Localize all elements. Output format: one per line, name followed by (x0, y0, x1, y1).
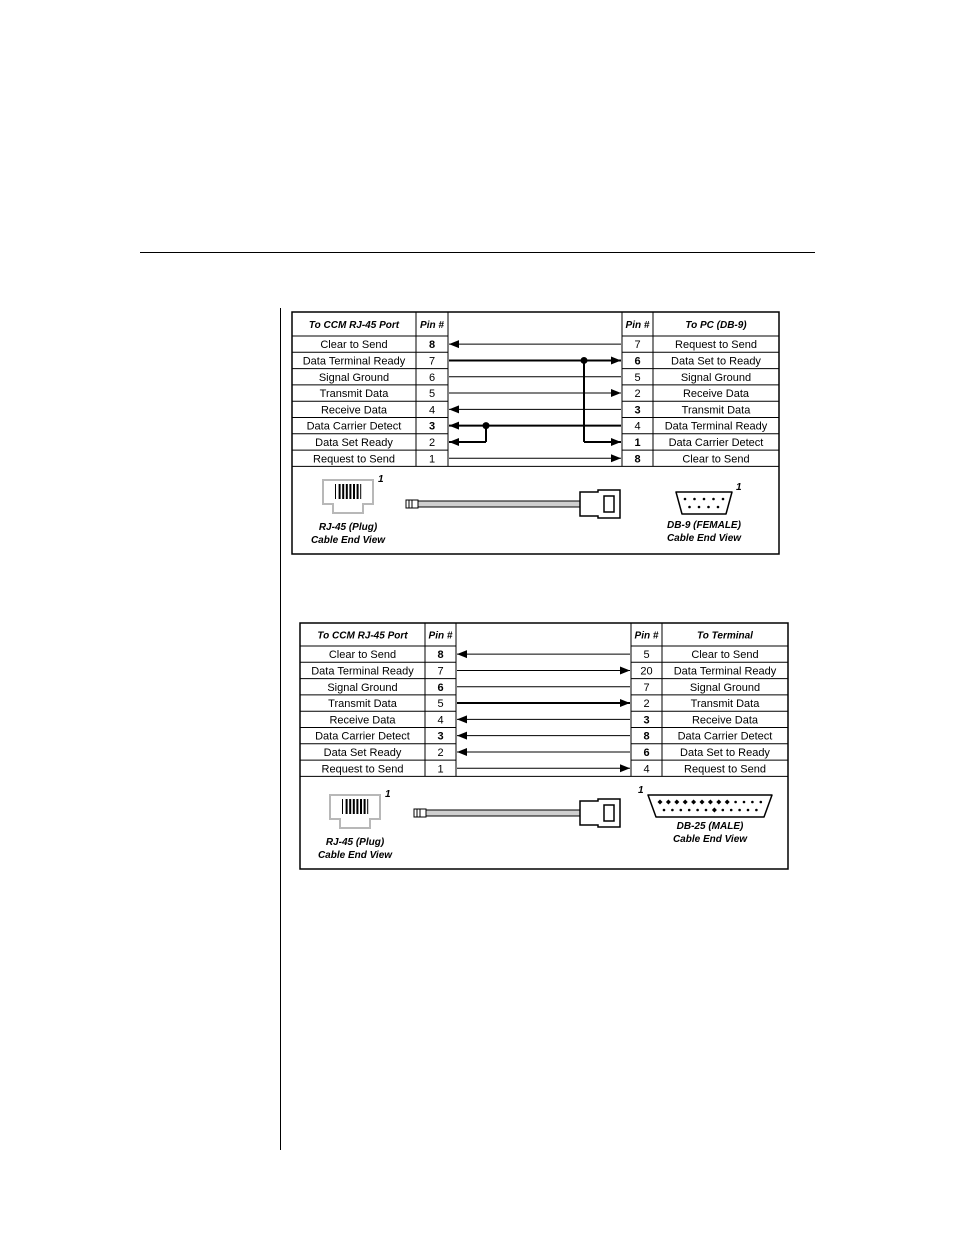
arrow-dcd (457, 732, 467, 740)
left-signal-label: Request to Send (313, 453, 395, 466)
left-pin-number: 2 (437, 746, 444, 759)
right-pin-number: 8 (634, 453, 641, 466)
right-pin-number: 5 (634, 371, 641, 384)
db9-view-label: Cable End View (666, 533, 742, 544)
right-pin-number: 6 (643, 746, 650, 759)
left-pin-number: 6 (428, 371, 436, 384)
left-signal-label: Data Set Ready (323, 746, 402, 759)
arrow-rxd (457, 715, 467, 723)
left-signal-label: Data Carrier Detect (315, 730, 410, 743)
left-signal-label: Data Terminal Ready (302, 355, 406, 368)
left-pin-number: 4 (437, 714, 444, 727)
right-signal-label: Data Carrier Detect (677, 730, 773, 743)
right-signal-label: Data Set to Ready (671, 355, 761, 368)
left-signal-label: Clear to Send (328, 649, 397, 662)
right-signal-label: Data Carrier Detect (668, 436, 764, 449)
left-pin-number: 5 (437, 698, 444, 711)
left-column-header: To CCM RJ-45 Port (308, 320, 400, 331)
right-column-header: To PC (DB-9) (685, 320, 747, 331)
db25-pin (705, 809, 708, 812)
db25-pin (747, 809, 750, 812)
right-signal-label: Request to Send (675, 339, 757, 352)
right-signal-label: Transmit Data (681, 404, 751, 417)
right-signal-label: Data Set to Ready (680, 746, 770, 759)
rj45-pin-1-marker: 1 (378, 474, 384, 485)
rj45-plug-outline (330, 795, 380, 828)
left-signal-label: Data Set Ready (315, 436, 393, 449)
left-pin-number: 1 (428, 453, 436, 466)
right-signal-label: Clear to Send (691, 649, 759, 662)
right-pin-number: 7 (643, 681, 650, 694)
right-signal-label: Signal Ground (689, 681, 761, 694)
right-signal-label: Transmit Data (690, 698, 760, 711)
arrow-dtr (620, 666, 630, 674)
cable-body (426, 810, 580, 816)
rj45-contact (349, 799, 351, 814)
right-pin-number: 4 (643, 763, 650, 776)
rj45-contact (346, 799, 348, 814)
left-signal-label: Transmit Data (319, 388, 389, 401)
right-pin-number: 5 (643, 649, 650, 662)
db25-shell-outline (648, 795, 772, 817)
db25-pin (671, 809, 674, 812)
right-pin-number: 2 (643, 698, 650, 711)
left-pin-number: 5 (428, 388, 436, 401)
right-signal-label: Receive Data (682, 388, 750, 401)
right-pin-header: Pin # (625, 320, 650, 331)
left-pin-header: Pin # (428, 630, 453, 642)
right-pin-header: Pin # (634, 630, 659, 642)
right-pin-number: 7 (634, 339, 641, 352)
left-signal-label: Receive Data (320, 404, 388, 417)
db25-pin (760, 801, 763, 804)
left-signal-label: Signal Ground (318, 371, 390, 384)
left-pin-number: 8 (437, 649, 444, 662)
left-pin-number: 6 (437, 681, 444, 694)
right-pin-number: 1 (634, 436, 641, 449)
arrow-cts (457, 650, 467, 658)
left-signal-label: Receive Data (329, 714, 396, 727)
right-signal-label: Clear to Send (682, 453, 750, 466)
rj45-view-label: Cable End View (310, 535, 386, 546)
arrow-dsr (457, 748, 467, 756)
right-pin-number: 3 (634, 404, 641, 417)
left-signal-label: Request to Send (321, 763, 404, 776)
right-signal-label: Receive Data (691, 714, 759, 727)
right-signal-label: Request to Send (684, 763, 766, 776)
db25-pin (663, 809, 666, 812)
right-pin-number: 2 (634, 388, 641, 401)
rj45-contact (353, 799, 355, 814)
right-pin-number: 6 (634, 355, 641, 368)
rj45-pin-1-marker: 1 (385, 789, 391, 800)
left-pin-number: 3 (428, 420, 436, 433)
db25-view-label: Cable End View (672, 834, 748, 845)
rj45-contact (367, 799, 368, 814)
db25-pin (730, 809, 733, 812)
left-signal-label: Clear to Send (320, 339, 388, 352)
left-pin-number: 7 (437, 665, 444, 678)
left-signal-label: Data Terminal Ready (311, 665, 414, 678)
arrow-rts (620, 764, 630, 772)
left-pin-header: Pin # (420, 320, 444, 331)
right-pin-number: 4 (634, 420, 641, 433)
db9-pin-1-marker: 1 (736, 482, 742, 493)
db25-pin (755, 809, 758, 812)
rj45-contact (364, 799, 366, 814)
right-signal-label: Data Terminal Ready (664, 420, 768, 433)
rj45-contact (356, 799, 358, 814)
left-pin-number: 2 (428, 436, 436, 449)
right-pin-number: 20 (640, 665, 653, 678)
db25-pin (722, 809, 725, 812)
rj45-label: RJ-45 (Plug) (325, 837, 385, 848)
db9-label: DB-9 (FEMALE) (667, 520, 741, 531)
db25-pin (743, 801, 746, 804)
left-pin-number: 3 (437, 730, 444, 743)
left-pin-number: 8 (428, 339, 436, 352)
rj45-contact (342, 799, 343, 814)
db25-pin (734, 801, 737, 804)
left-signal-label: Signal Ground (327, 681, 398, 694)
right-pin-number: 8 (643, 730, 650, 743)
rj45-label: RJ-45 (Plug) (318, 522, 378, 533)
db25-pin (680, 809, 683, 812)
right-pin-number: 3 (643, 714, 650, 727)
db25-pin (696, 809, 699, 812)
rj45-contact (360, 799, 362, 814)
db25-pin (688, 809, 691, 812)
left-signal-label: Transmit Data (328, 698, 397, 711)
db25-pin-1-marker: 1 (638, 785, 644, 796)
left-pin-number: 4 (428, 404, 436, 417)
right-signal-label: Data Terminal Ready (673, 665, 777, 678)
left-column-header: To CCM RJ-45 Port (317, 630, 408, 642)
left-pin-number: 1 (437, 763, 444, 776)
arrow-txd (620, 699, 630, 707)
left-pin-number: 7 (428, 355, 436, 368)
db25-pin (738, 809, 741, 812)
right-column-header: To Terminal (697, 630, 753, 642)
right-signal-label: Signal Ground (680, 371, 752, 384)
left-signal-label: Data Carrier Detect (306, 420, 402, 433)
db25-pin (751, 801, 754, 804)
db25-label: DB-25 (MALE) (676, 821, 744, 832)
rj45-view-label: Cable End View (317, 850, 393, 861)
